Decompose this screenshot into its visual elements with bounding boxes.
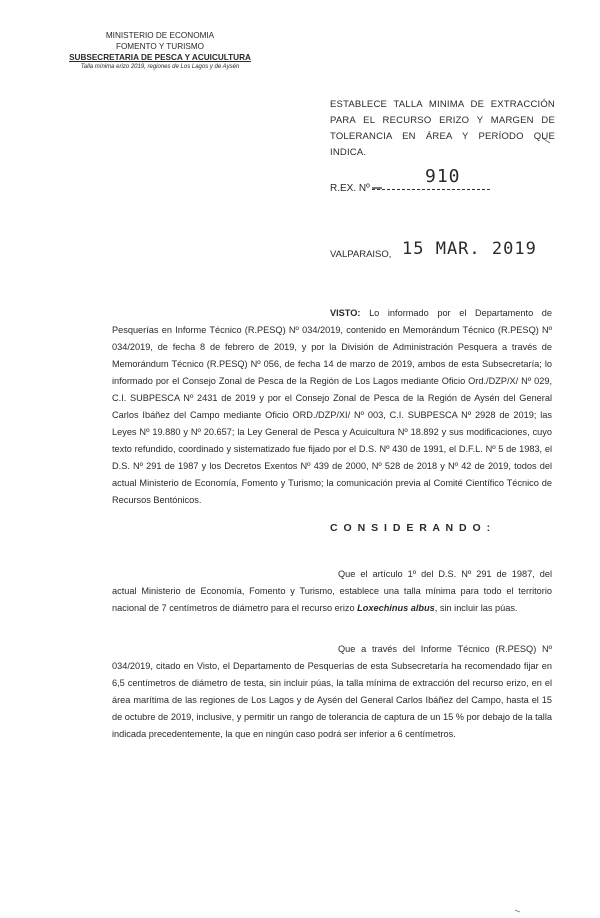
species-name: Loxechinus albus bbox=[357, 603, 435, 613]
letterhead-motto: Talla mínima erizo 2019, regiones de Los Lagos y de Aysén bbox=[80, 64, 240, 70]
considerando-heading: C O N S I D E R A N D O : bbox=[330, 522, 492, 534]
considerando-2-text: Que a través del Informe Técnico (R.PESQ) Nº 034/2019, citado en Visto, el Departamento de Pesquerías de esta Subsecretaría ha recomendado fijar en 6,5 centímetros de diámetro de testa, sin incluir púas, la talla mínima de extracción del recurso erizo, en el área marítima de las regiones de Los Lagos y de Aysén del General Carlos Ibáñez del Campo, hasta el 15 de octubre de 2019, inclusive, y permitir un rango de tolerancia de captura de un 15 % por debajo de la talla indicada precedentemente, la que en ningún caso podrá ser inferior a 6 centímetros. bbox=[112, 644, 552, 739]
considerando-1-text-b: , sin incluir las púas. bbox=[434, 603, 518, 613]
rex-label: R.EX. Nº bbox=[330, 183, 370, 194]
resolution-title: ESTABLECE TALLA MINIMA DE EXTRACCIÓN PARA EL RECURSO ERIZO Y MARGEN DE TOLERANCIA EN ÁREA Y PERÍODO QUE INDICA. bbox=[330, 99, 555, 158]
ministry-line-2: FOMENTO Y TURISMO bbox=[115, 42, 205, 51]
letterhead bbox=[60, 30, 260, 71]
date-stamp: 15 MAR. 2019 bbox=[402, 239, 537, 259]
resolution-number-block bbox=[330, 166, 510, 194]
ministry-line-1: MINISTERIO DE ECONOMIA bbox=[105, 31, 215, 40]
rex-underline bbox=[372, 189, 490, 190]
place-label: VALPARAISO, bbox=[330, 249, 392, 260]
visto-paragraph bbox=[112, 305, 552, 509]
place-date-block bbox=[330, 239, 580, 260]
considerando-1-text-a: Que el artículo 1º del D.S. Nº 291 de 1987, del actual Ministerio de Economía, Fomento y Turismo, establece una talla mínima para todo el territorio nacional de 7 centímetros de diámetro para el recurso erizo bbox=[112, 569, 552, 613]
visto-text: Lo informado por el Departamento de Pesquerías en Informe Técnico (R.PESQ) Nº 034/2019, contenido en Memorándum Técnico (R.PESQ) Nº 034/2019, de fecha 8 de febrero de 2019, y por la División de Administración Pesquera a través de Memorándum Técnico (R.PESQ) Nº 056, de fecha 14 de marzo de 2019, ambos de esta Subsecretaría; lo informado por el Consejo Zonal de Pesca de la Región de Los Lagos mediante Oficio Ord./DZP/X/ Nº 029, C.I. SUBPESCA Nº 2431 de 2019 y por el Consejo Zonal de Pesca de la Región de Aysén del General Carlos Ibáñez del Campo mediante Oficio ORD./DZP/XI/ Nº 003, C.I. SUBPESCA Nº 2928 de 2019; las Leyes Nº 19.880 y Nº 20.657; la Ley General de Pesca y Acuicultura Nº 18.892 y sus modificaciones, cuyo texto refundido, coordinado y sistematizado fue fijado por el D.S. Nº 430 de 1991, el D.F.L. Nº 5 de 1983, el D.S. Nº 291 de 1987 y los Decretos Exentos Nº 439 de 2000, Nº 528 de 2018 y Nº 42 de 2019, todos del actual Ministerio de Economía, Fomento y Turismo; la comunicación previa al Comité Científico Técnico de Recursos Bentónicos. bbox=[112, 308, 552, 505]
considerando-paragraph-1 bbox=[112, 566, 552, 617]
rex-number: 910 bbox=[425, 166, 461, 187]
subsecretaria-line: SUBSECRETARIA DE PESCA Y ACUICULTURA bbox=[69, 53, 251, 62]
footer-tick bbox=[515, 910, 520, 912]
considerando-paragraph-2 bbox=[112, 641, 552, 743]
visto-label: VISTO: bbox=[330, 308, 361, 318]
